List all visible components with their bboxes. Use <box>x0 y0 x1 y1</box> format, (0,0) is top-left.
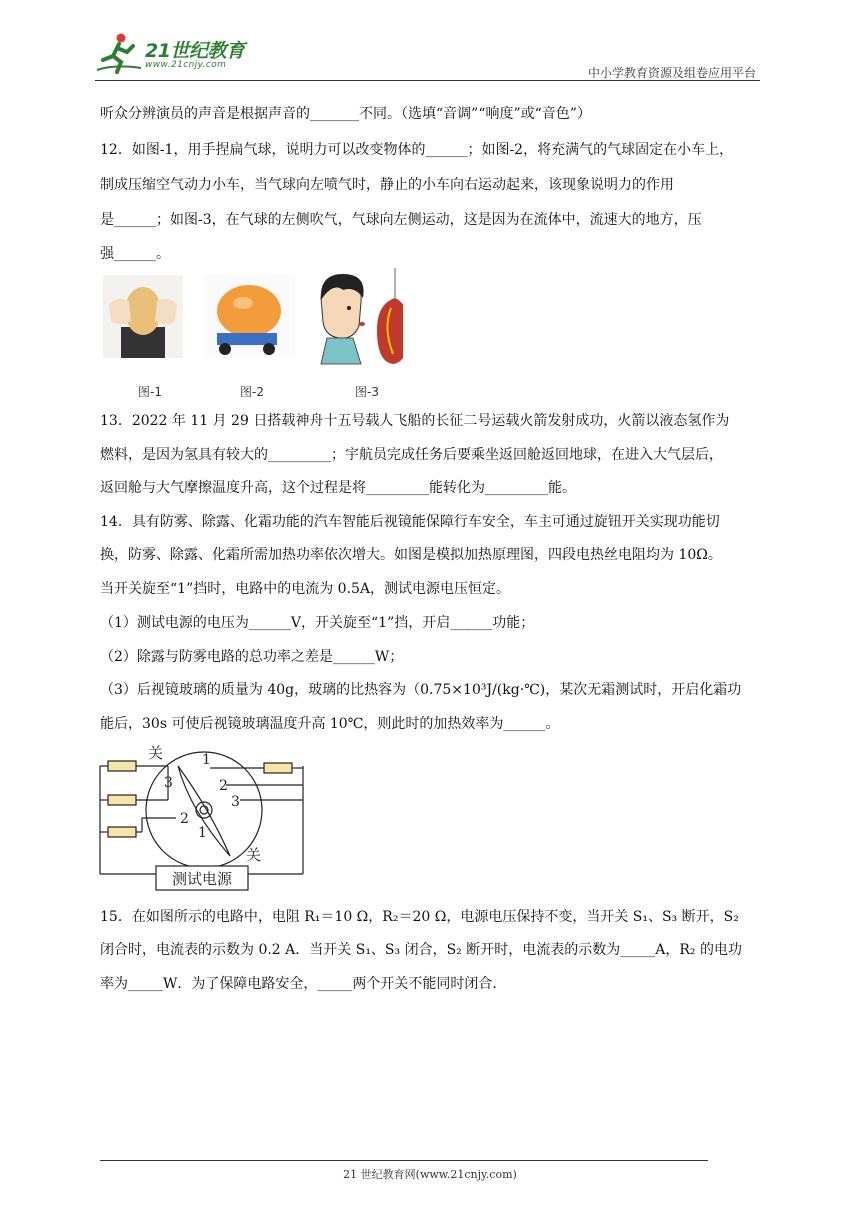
figure-2-caption: 图-2 <box>240 385 264 399</box>
footer-divider <box>100 1160 708 1161</box>
q14-sub3a: （3）后视镜玻璃的质量为 40g，玻璃的比热容为（0.75×10³J/(kg·℃)，某次无霜测试时，开启化霜功 <box>100 682 742 698</box>
footer-text: 21 世纪教育网(www.21cnjy.com) <box>343 1168 517 1181</box>
q14-sub2: （2）除露与防雾电路的总功率之差是______W； <box>100 649 404 665</box>
switch-label-off-top: 关 <box>148 744 164 762</box>
contact-1-bottom: 1 <box>198 825 207 841</box>
contact-3-right: 3 <box>231 794 240 810</box>
q12-line1: 12．如图-1，用手捏扁气球，说明力可以改变物体的______；如图-2，将充满气的气球固定在小车上， <box>100 142 734 158</box>
runner-logo-icon <box>95 30 145 76</box>
platform-name: 中小学教育资源及组卷应用平台 <box>587 66 756 80</box>
figure-3-drawing <box>313 268 403 368</box>
contact-2-left: 2 <box>180 811 189 827</box>
q15-line1: 15．在如图所示的电路中，电阻 R₁＝10 Ω，R₂＝20 Ω，电源电压保持不变，当开关 S₁、S₃ 断开，S₂ <box>100 909 739 925</box>
q14-line1: 14．具有防雾、除露、化霜功能的汽车智能后视镜能保障行车安全，车主可通过旋钮开关实现功能切 <box>100 514 720 530</box>
q12-line2: 制成压缩空气动力小车，当气球向左喷气时，静止的小车向右运动起来，该现象说明力的作用 <box>100 177 674 193</box>
q15-line3: 率为_____W．为了保障电路安全，_____两个开关不能同时闭合． <box>100 976 507 992</box>
heating-circuit-diagram <box>98 742 313 894</box>
logo-url: www.21cnjy.com <box>145 60 227 70</box>
logo-text: 21世纪教育 <box>145 40 245 62</box>
q13-line3: 返回舱与大气摩擦温度升高，这个过程是将_________能转化为_________能。 <box>100 480 576 496</box>
q14-line3: 当开关旋至“1”挡时，电路中的电流为 0.5A，测试电源电压恒定。 <box>100 581 511 597</box>
q15-line2: 闭合时，电流表的示数为 0.2 A．当开关 S₁、S₃ 闭合，S₂ 断开时，电流表的示数为_____A，R₂ 的电功 <box>100 942 742 958</box>
q12-line4: 强______。 <box>100 246 170 262</box>
figure-1-photo <box>103 275 183 358</box>
switch-label-off-bottom: 关 <box>246 846 262 864</box>
figure-2-photo <box>205 275 295 358</box>
test-power-source-label: 测试电源 <box>171 870 233 888</box>
site-logo <box>95 30 265 76</box>
q14-sub3b: 能后，30s 可使后视镜玻璃温度升高 10℃，则此时的加热效率为______。 <box>100 716 560 732</box>
contact-2-right: 2 <box>219 778 228 794</box>
q14-sub1: （1）测试电源的电压为______V，开关旋至“1”挡，开启______功能； <box>100 615 535 631</box>
q11-tail: 听众分辨演员的声音是根据声音的_______不同。（选填“音调”“响度”或“音色”） <box>100 106 591 122</box>
contact-3-left: 3 <box>164 775 173 791</box>
header-divider <box>95 80 760 81</box>
q13-line1: 13．2022 年 11 月 29 日搭载神舟十五号载人飞船的长征二号运载火箭发射成功，火箭以液态氢作为 <box>100 413 730 429</box>
contact-1-top: 1 <box>202 752 211 768</box>
q12-line3: 是______；如图-3，在气球的左侧吹气，气球向左侧运动，这是因为在流体中，流速大的地方，压 <box>100 212 702 228</box>
figure-1-caption: 图-1 <box>138 385 162 399</box>
q13-line2: 燃料，是因为氢具有较大的_________；宇航员完成任务后要乘坐返回舱返回地球，在进入大气层后， <box>100 447 723 463</box>
page-header <box>95 30 760 80</box>
q14-line2: 换，防雾、除露、化霜所需加热功率依次增大。如图是模拟加热原理图，四段电热丝电阻均为 10Ω。 <box>100 547 722 563</box>
figure-3-caption: 图-3 <box>355 385 379 399</box>
